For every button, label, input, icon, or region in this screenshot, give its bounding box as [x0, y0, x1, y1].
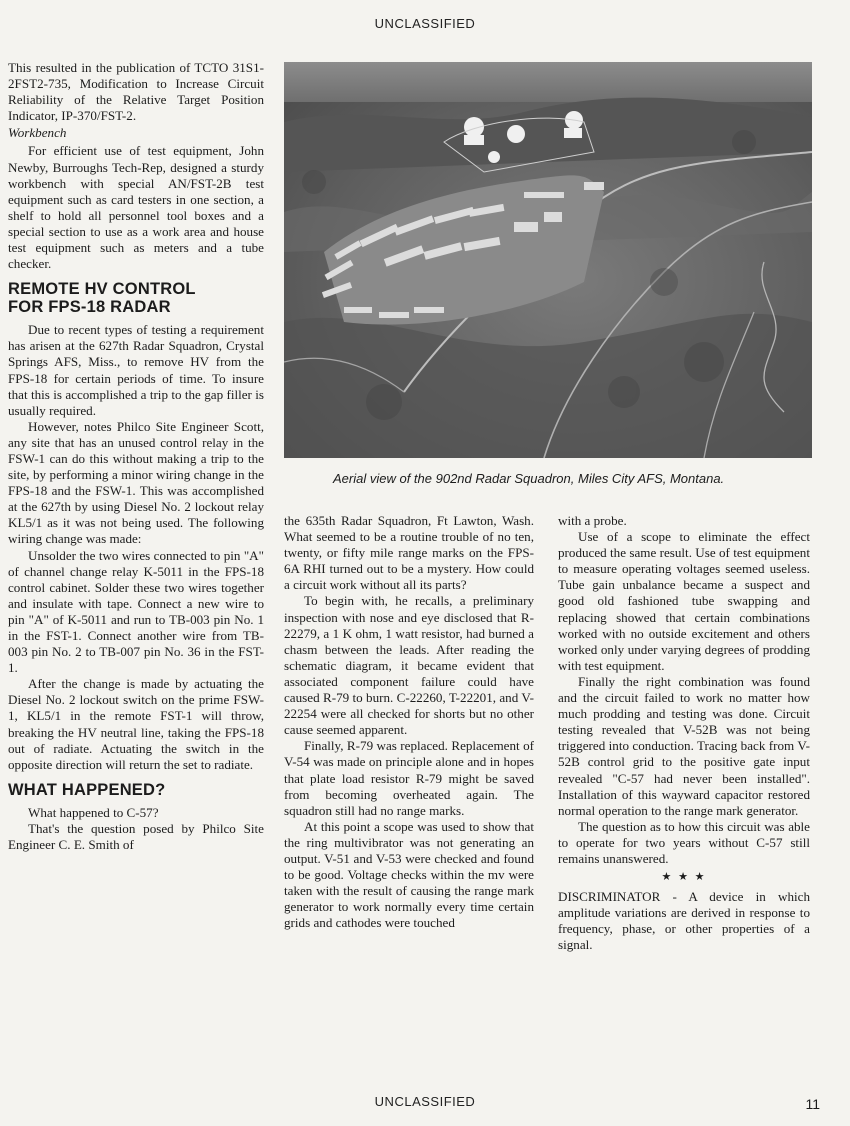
what-paragraph-2: That's the question posed by Philco Site Engineer C. E. Smith of: [8, 820, 264, 853]
middle-paragraph-3: Finally, R-79 was replaced. Replacement of V-54 was made on principle alone and in hopes that plate load resistor R-79 might be saved from becoming overheated again. The squadron still had no range marks.: [284, 738, 534, 818]
classification-footer: UNCLASSIFIED: [374, 1094, 476, 1109]
remote-paragraph-3: Unsolder the two wires connected to pin "A" of channel change relay K-5011 in the FPS-18 control cabinet. Solder these two wires together and insulate with tape. Connect a new wire to pin "A" of K-5011 and run to TB-003 pin No. 1 in the FST-1. Connect another wire from TB-003 pin No. 2 to TB-007 pin No. 36 in the FST-1.: [8, 547, 264, 676]
column-left: [8, 60, 264, 853]
right-paragraph-4: The question as to how this circuit was able to operate for two years without C-57 still remains unanswered.: [558, 818, 810, 866]
discriminator-definition: DISCRIMINATOR - A device in which amplitude variations are derived in response to frequency, phase, or other properties of a signal.: [558, 889, 810, 953]
what-paragraph-1: What happened to C-57?: [28, 804, 159, 820]
page-number: 11: [805, 1096, 820, 1112]
remote-paragraph-1: Due to recent types of testing a requirement has arisen at the 627th Radar Squadron, Crystal Springs AFS, Miss., to remove HV from the FPS-18 for certain periods of time. To insure that this is accomplished a trip to the gap filler is usually required.: [8, 322, 264, 418]
aerial-photo: [284, 62, 812, 458]
remote-paragraph-2: However, notes Philco Site Engineer Scott, any site that has an unused control relay in the FSW-1 can do this without making a trip to the site, by performing a minor wiring change in the FPS-18 and the FSW-1. This was accomplished at the 627th by using Diesel No. 2 lockout relay KL5/1 as it was not being used. The following wiring change was made:: [8, 418, 264, 547]
column-right: [558, 513, 810, 954]
middle-paragraph-2: To begin with, he recalls, a preliminary inspection with nose and eye disclosed that R-22279, a 1 K ohm, 1 watt resistor, had burned a chasm between the leads. After reading the schematic diagram, it became evident that associated component failure could have caused R-79 to burn. C-22260, T-22201, and V-22254 were all checked for shorts but no other cause seemed apparent.: [284, 593, 534, 738]
heading-remote-line1: REMOTE HV CONTROL: [8, 280, 196, 299]
photo-caption: Aerial view of the 902nd Radar Squadron, Miles City AFS, Montana.: [333, 471, 725, 486]
heading-what-happened: WHAT HAPPENED?: [8, 780, 166, 799]
classification-header: UNCLASSIFIED: [374, 16, 476, 31]
intro-paragraph: This resulted in the publication of TCTO 31S1-2FST2-735, Modification to Increase Circuit Reliability of the Relative Target Position Indicator, IP-370/FST-2.: [8, 60, 264, 124]
workbench-paragraph: For efficient use of test equipment, John Newby, Burroughs Tech-Rep, designed a sturdy workbench with special AN/FST-2B test equipment such as card testers in one section, a shelf to hold all personnel tool boxes and a special section to use as a work area and house test equipment such as meters and a tube checker.: [8, 143, 264, 272]
workbench-subhead: Workbench: [8, 125, 67, 141]
remote-paragraph-4: After the change is made by actuating the Diesel No. 2 lockout switch on the prime FSW-1, KL5/1 in the remote FST-1 will throw, breaking the HV neutral line, taking the FPS-18 out of radiate. Actuating the switch in the opposite direction will return the set to radiate.: [8, 676, 264, 772]
heading-remote-hv-control: [8, 280, 264, 316]
right-paragraph-1: with a probe.: [558, 513, 627, 528]
column-middle: [284, 513, 534, 931]
heading-remote-line2: FOR FPS-18 RADAR: [8, 298, 171, 317]
right-paragraph-2: Use of a scope to eliminate the effect produced the same result. Use of test equipment to measure operating voltages seemed useless. Tube gain unbalance became a suspect and good old fashioned tube swapping and replacing showed that certain combinations worked with no outside excitement and others worked only under varying degrees of prodding with test equipment.: [558, 529, 810, 673]
middle-paragraph-1: the 635th Radar Squadron, Ft Lawton, Wash. What seemed to be a routine trouble of no ten, twenty, or fifty mile range marks on the FPS-6A RHI turned out to be a mystery. How could a circuit work without all its parts?: [284, 513, 534, 593]
section-separator: ★ ★ ★: [661, 871, 707, 884]
middle-paragraph-4: At this point a scope was used to show that the ring multivibrator was not generating an output. V-51 and V-53 were checked and found to be good. Voltage checks within the mv were taken with the result of causing the range mark generator to work normally every time certain grids and cathodes were touched: [284, 818, 534, 931]
right-paragraph-3: Finally the right combination was found and the circuit failed to work no matter how much prodding and testing was done. Circuit testing revealed that V-52B was not being triggered into conduction. Tracing back from V-52B control grid to the positive gate input revealed "C-57 had never been installed". Installation of this wayward capacitor restored normal operation to the range mark generator.: [558, 673, 810, 818]
